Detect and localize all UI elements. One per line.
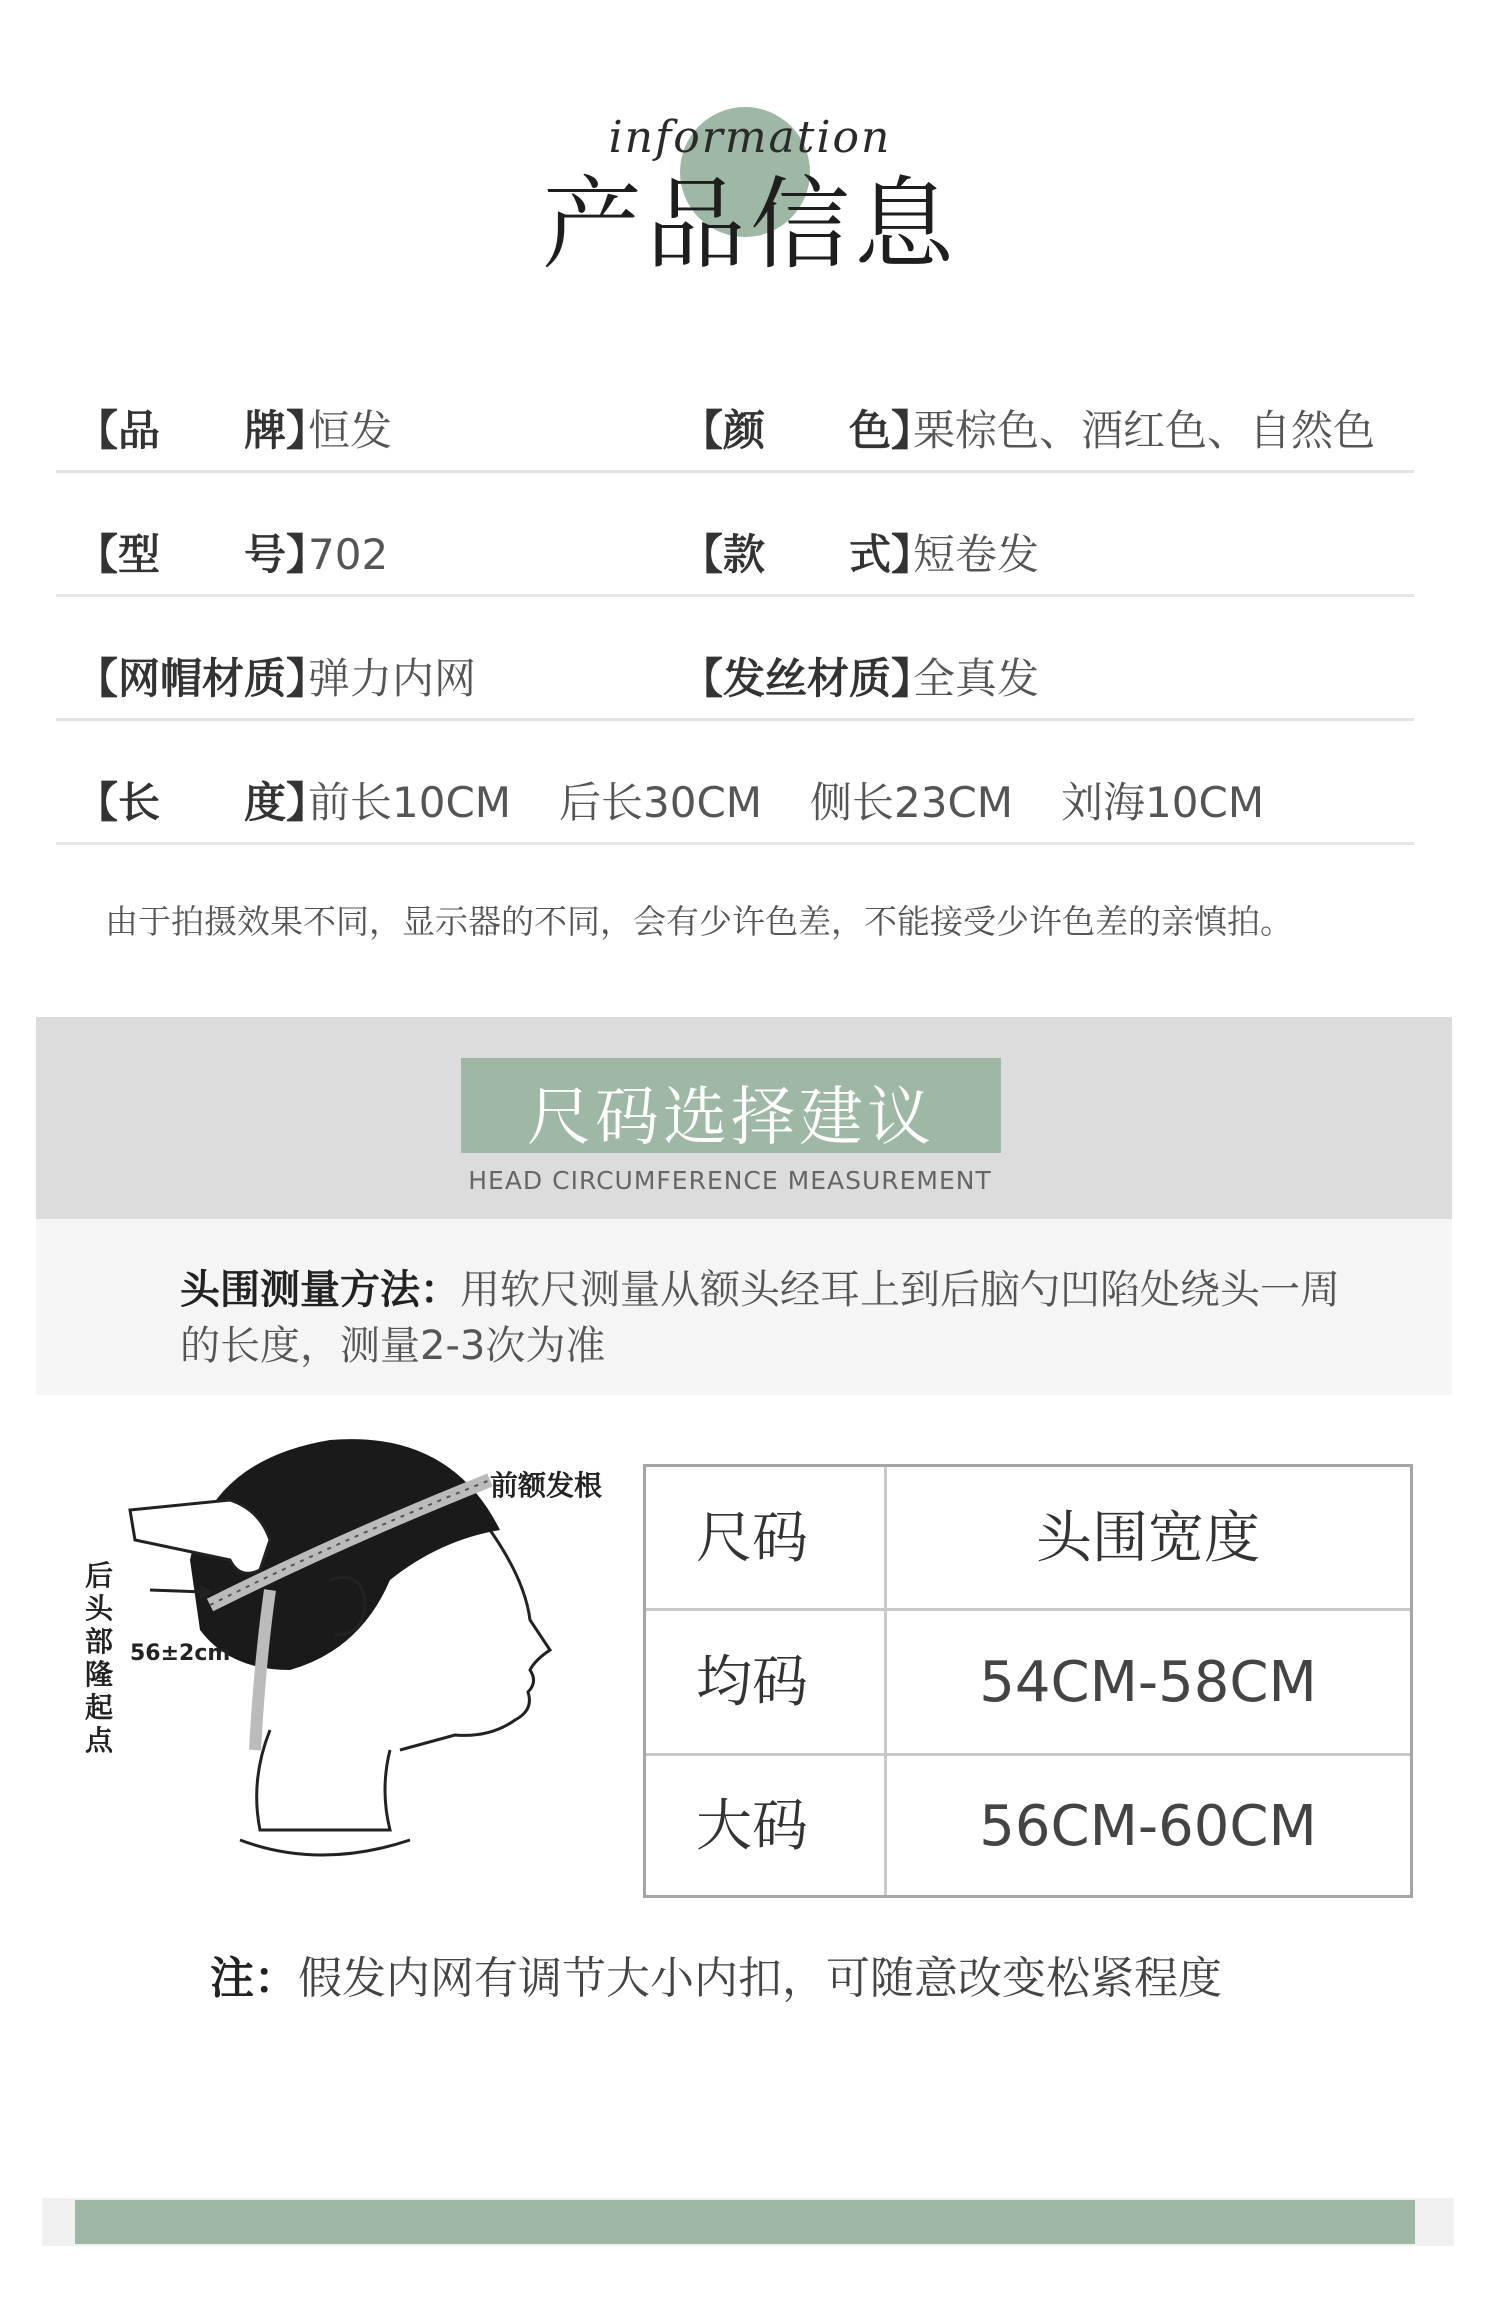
face-profile [400,1530,550,1750]
length-back: 后长30CM [559,778,763,827]
note-label: 注： [210,1953,298,2004]
size-table [643,1464,1413,1898]
size-section-subtitle: HEAD CIRCUMFERENCE MEASUREMENT [468,1166,992,1195]
method-text: 用软尺测量从额头经耳上到后脑勺凹陷处绕头一周的长度，测量2-3次为准 [180,1267,1340,1369]
style-label: 【款 式】 [681,530,934,579]
row-size: 大码 [696,1794,808,1859]
adjustable-note [210,1942,1222,2006]
row-range: 56CM-60CM [979,1794,1317,1859]
cap-cell [76,646,476,706]
back-label-char: 后 [85,1559,114,1592]
model-value: 702 [308,530,389,579]
hair-label: 【发丝材质】 [681,654,934,703]
table-row [646,1611,1410,1755]
info-row-brand-color [56,346,1414,473]
color-cell [681,398,1375,458]
neck-outline [257,1730,390,1830]
back-arrow-line [150,1590,205,1592]
info-row-length [56,718,1414,845]
length-front: 前长10CM [308,778,512,827]
head-measure-illustration [60,1420,640,1900]
hair-value: 全真发 [913,654,1040,703]
brand-value: 恒发 [308,406,393,455]
model-cell [76,522,388,582]
info-row-model-style [56,470,1414,597]
brand-cell [76,398,392,458]
info-row-material [56,594,1414,721]
page-title: 产品信息 [542,166,958,283]
length-cell [76,770,1312,830]
color-label: 【颜 色】 [681,406,934,455]
table-row [646,1755,1410,1899]
back-label-char: 起 [85,1691,114,1724]
cap-label: 【网帽材质】 [76,654,329,703]
brand-label: 【品 牌】 [76,406,329,455]
collar-outline [240,1840,410,1855]
back-label-char: 点 [85,1724,114,1757]
footer-accent-bar [75,2200,1415,2244]
method-label: 头围测量方法： [180,1267,460,1313]
front-hairline-label: 前额发根 [490,1469,603,1502]
measure-value: 56±2cm [130,1641,231,1666]
style-cell [681,522,1039,582]
length-side: 侧长23CM [810,778,1014,827]
row-range: 54CM-58CM [979,1650,1317,1715]
length-bangs: 刘海10CM [1061,778,1265,827]
back-label-char: 隆 [85,1658,114,1691]
back-label-char: 部 [85,1625,114,1658]
model-label: 【型 号】 [76,530,329,579]
header-script-text: information [608,112,892,163]
header-size: 尺码 [696,1506,808,1571]
hair-cell [681,646,1039,706]
style-value: 短卷发 [913,530,1040,579]
header-head-width: 头围宽度 [1036,1506,1260,1571]
color-difference-note: 由于拍摄效果不同，显示器的不同，会有少许色差，不能接受少许色差的亲慎拍。 [105,902,1293,941]
row-size: 均码 [696,1650,808,1715]
measure-method [180,1262,1350,1374]
table-header-row [646,1467,1410,1611]
color-value: 栗棕色、酒红色、自然色 [913,406,1376,455]
length-label: 【长 度】 [76,778,329,827]
note-text: 假发内网有调节大小内扣，可随意改变松紧程度 [298,1953,1222,2004]
size-section-title: 尺码选择建议 [527,1081,935,1155]
cap-value: 弹力内网 [308,654,477,703]
back-label-char: 头 [85,1592,114,1625]
